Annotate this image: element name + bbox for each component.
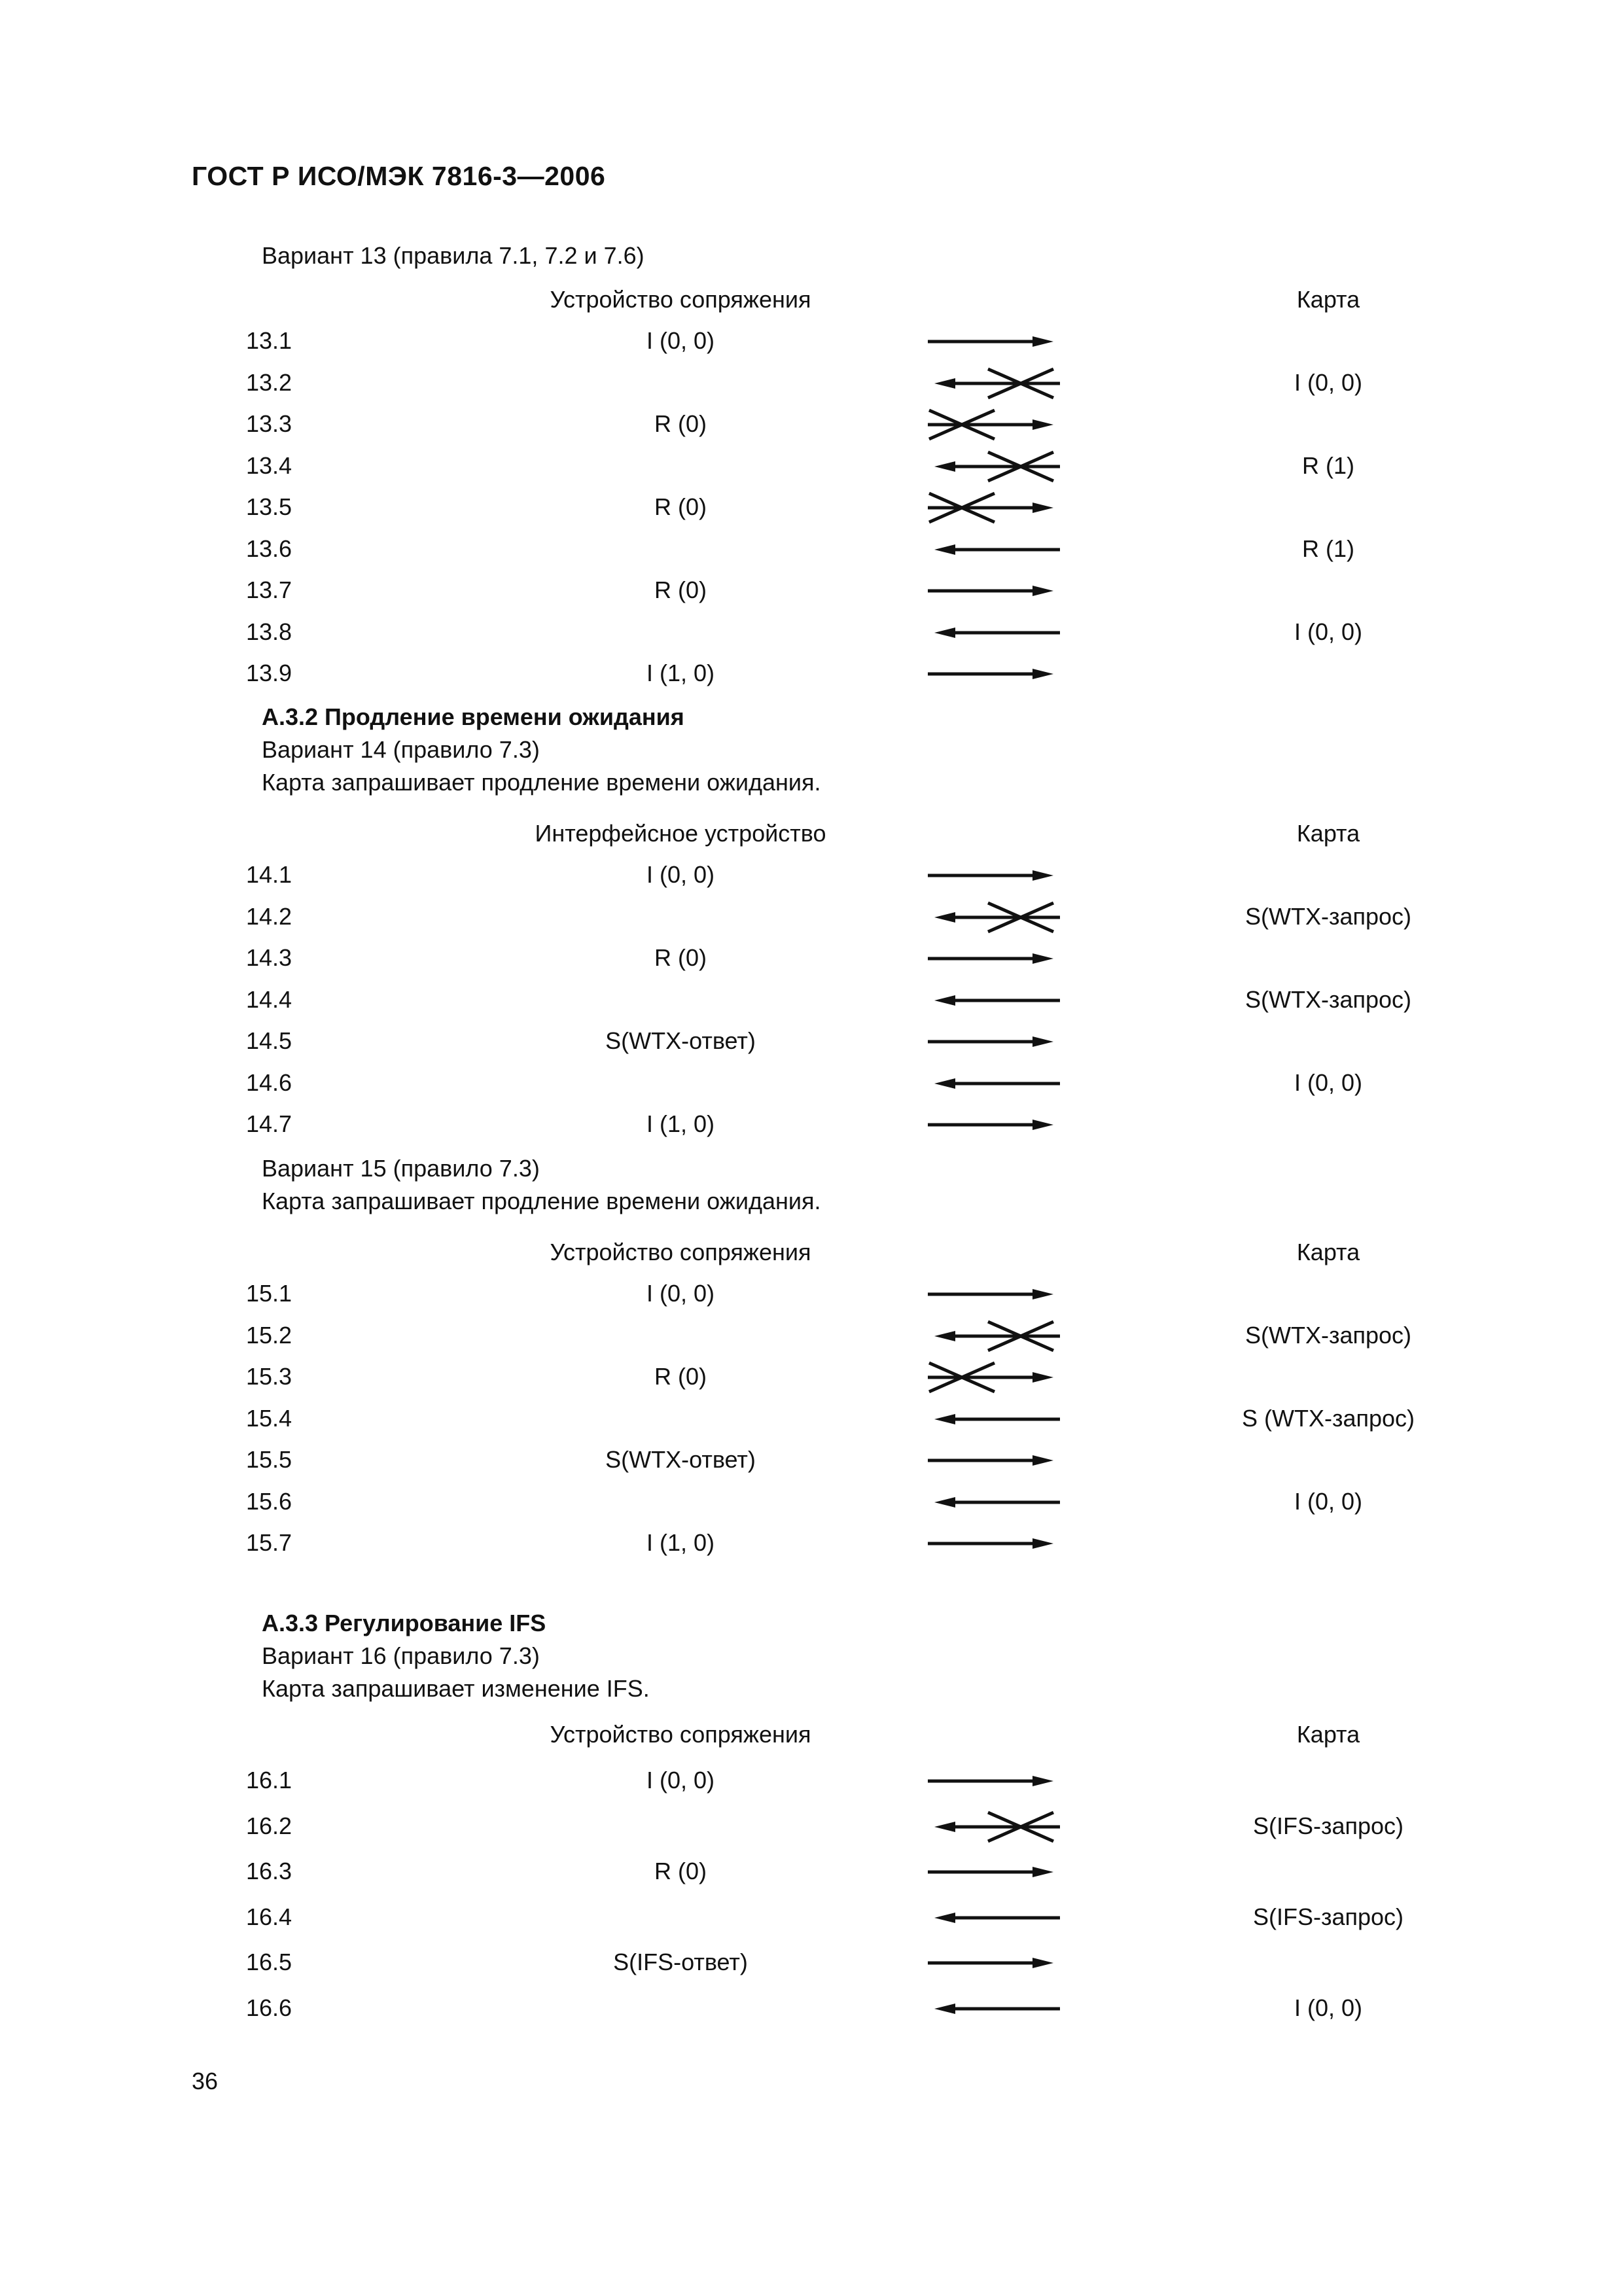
step-number: 16.3 — [246, 1858, 292, 1884]
exchange-row — [0, 1994, 1624, 2034]
step-number: 13.9 — [246, 660, 292, 686]
exchange-row — [0, 1812, 1624, 1852]
column-header-device: Устройство сопряжения — [550, 286, 811, 313]
exchange-row — [0, 576, 1624, 616]
exchange-row — [0, 369, 1624, 408]
arrow-head — [1033, 336, 1053, 347]
arrow-head — [1033, 669, 1053, 679]
exchange-row — [0, 410, 1624, 450]
exchange-row — [0, 1488, 1624, 1527]
left-arrow-icon — [923, 1479, 1073, 1526]
arrow-head — [1033, 870, 1053, 881]
right-arrow-icon — [923, 401, 1073, 448]
section-text: Карта запрашивает продление времени ожидания. — [262, 769, 821, 796]
arrow-head — [934, 544, 955, 555]
exchange-row — [0, 618, 1624, 658]
device-block: R (0) — [654, 576, 707, 603]
arrow-head — [1033, 419, 1053, 430]
exchange-row — [0, 1405, 1624, 1444]
right-arrow-icon — [923, 852, 1073, 899]
card-block: S(IFS-запрос) — [1252, 1812, 1404, 1839]
device-block: I (0, 0) — [646, 861, 715, 888]
section-heading: А.3.2 Продление времени ожидания — [262, 703, 684, 730]
column-header-device: Интерфейсное устройство — [535, 820, 826, 847]
card-block: S(IFS-запрос) — [1252, 1903, 1404, 1930]
right-arrow-icon — [923, 1271, 1073, 1318]
exchange-row — [0, 1280, 1624, 1319]
right-arrow-icon — [923, 1757, 1073, 1805]
arrow-head — [1033, 1372, 1053, 1383]
device-block: S(WTX-ответ) — [605, 1027, 756, 1054]
left-arrow-icon — [923, 977, 1073, 1024]
step-number: 16.4 — [246, 1903, 292, 1930]
step-number: 15.3 — [246, 1363, 292, 1390]
arrow-head — [1033, 586, 1053, 596]
arrow-head — [934, 1078, 955, 1089]
card-block: R (1) — [1302, 535, 1354, 562]
right-arrow-icon — [923, 1939, 1073, 1987]
page-number: 36 — [192, 2068, 219, 2094]
section-text: Карта запрашивает продление времени ожидания. — [262, 1188, 821, 1214]
step-number: 13.3 — [246, 410, 292, 437]
device-block: R (0) — [654, 1858, 707, 1884]
column-header-device: Устройство сопряжения — [550, 1239, 811, 1265]
arrow-head — [1033, 953, 1053, 964]
right-arrow-icon — [923, 1101, 1073, 1148]
exchange-row — [0, 1446, 1624, 1485]
card-block: R (1) — [1302, 451, 1354, 479]
arrow-head — [1033, 1036, 1053, 1047]
exchange-row — [0, 660, 1624, 699]
arrow-head — [1033, 503, 1053, 513]
arrow-head — [1033, 1776, 1053, 1786]
exchange-row — [0, 1767, 1624, 1806]
arrow-head — [934, 378, 955, 389]
exchange-row — [0, 535, 1624, 574]
exchange-row — [0, 493, 1624, 533]
arrow-head — [1033, 1958, 1053, 1968]
step-number: 15.4 — [246, 1404, 292, 1432]
right-arrow-icon — [923, 1848, 1073, 1896]
section-text: Карта запрашивает изменение IFS. — [262, 1675, 650, 1702]
right-arrow-icon — [923, 935, 1073, 982]
device-block: I (1, 0) — [646, 1110, 715, 1137]
section-text: Вариант 13 (правила 7.1, 7.2 и 7.6) — [262, 242, 644, 269]
device-block: S(WTX-ответ) — [605, 1446, 756, 1473]
arrow-head — [934, 1414, 955, 1424]
device-block: R (0) — [654, 1363, 707, 1390]
right-arrow-icon — [923, 1437, 1073, 1484]
card-block: I (0, 0) — [1294, 1994, 1363, 2021]
exchange-row — [0, 452, 1624, 491]
step-number: 14.4 — [246, 985, 292, 1013]
arrow-head — [934, 995, 955, 1006]
step-number: 13.4 — [246, 451, 292, 479]
right-arrow-icon — [923, 1018, 1073, 1065]
device-block: I (0, 0) — [646, 327, 715, 354]
arrow-head — [934, 1497, 955, 1508]
exchange-row — [0, 1363, 1624, 1402]
column-header-card: Карта — [1296, 1239, 1360, 1265]
step-number: 14.1 — [246, 861, 292, 888]
exchange-row — [0, 1858, 1624, 1897]
left-arrow-icon — [923, 360, 1073, 407]
step-number: 14.2 — [246, 902, 292, 930]
card-block: I (0, 0) — [1294, 368, 1363, 396]
right-arrow-icon — [923, 1520, 1073, 1567]
step-number: 13.2 — [246, 368, 292, 396]
exchange-row — [0, 1322, 1624, 1361]
step-number: 15.7 — [246, 1529, 292, 1556]
card-block: S(WTX-запрос) — [1244, 985, 1412, 1013]
left-arrow-icon — [923, 1894, 1073, 1941]
section-text: Вариант 14 (правило 7.3) — [262, 736, 540, 763]
exchange-row — [0, 861, 1624, 900]
section-heading: А.3.3 Регулирование IFS — [262, 1610, 546, 1636]
step-number: 16.1 — [246, 1767, 292, 1793]
arrow-head — [934, 1913, 955, 1923]
step-number: 13.1 — [246, 327, 292, 354]
device-block: I (1, 0) — [646, 1529, 715, 1556]
device-block: I (1, 0) — [646, 660, 715, 686]
right-arrow-icon — [923, 650, 1073, 698]
card-block: S (WTX-запрос) — [1241, 1404, 1415, 1432]
device-block: S(IFS-ответ) — [613, 1949, 748, 1975]
column-header-card: Карта — [1296, 820, 1360, 847]
column-header-card: Карта — [1296, 1721, 1360, 1748]
device-block: R (0) — [654, 944, 707, 971]
exchange-row — [0, 944, 1624, 983]
step-number: 13.7 — [246, 576, 292, 603]
step-number: 16.6 — [246, 1994, 292, 2021]
step-number: 15.5 — [246, 1446, 292, 1473]
left-arrow-icon — [923, 526, 1073, 573]
step-number: 13.8 — [246, 618, 292, 645]
device-block: R (0) — [654, 410, 707, 437]
exchange-row — [0, 1949, 1624, 1988]
device-block: I (0, 0) — [646, 1767, 715, 1793]
arrow-head — [1033, 1455, 1053, 1466]
arrow-head — [1033, 1867, 1053, 1877]
exchange-row — [0, 986, 1624, 1025]
card-block: I (0, 0) — [1294, 618, 1363, 645]
step-number: 16.5 — [246, 1949, 292, 1975]
step-number: 14.7 — [246, 1110, 292, 1137]
arrow-head — [1033, 1289, 1053, 1299]
right-arrow-icon — [923, 1354, 1073, 1401]
arrow-head — [1033, 1120, 1053, 1130]
step-number: 15.2 — [246, 1321, 292, 1349]
step-number: 15.6 — [246, 1487, 292, 1515]
step-number: 15.1 — [246, 1280, 292, 1307]
exchange-row — [0, 327, 1624, 366]
left-arrow-icon — [923, 1313, 1073, 1360]
left-arrow-icon — [923, 609, 1073, 656]
arrow-head — [1033, 1538, 1053, 1549]
exchange-row — [0, 1529, 1624, 1568]
device-block: R (0) — [654, 493, 707, 520]
arrow-head — [934, 627, 955, 638]
left-arrow-icon — [923, 1060, 1073, 1107]
exchange-row — [0, 1027, 1624, 1067]
right-arrow-icon — [923, 318, 1073, 365]
card-block: I (0, 0) — [1294, 1487, 1363, 1515]
card-block: I (0, 0) — [1294, 1069, 1363, 1096]
right-arrow-icon — [923, 567, 1073, 614]
document-header: ГОСТ Р ИСО/МЭК 7816-3—2006 — [192, 161, 606, 191]
left-arrow-icon — [923, 1985, 1073, 2032]
step-number: 13.6 — [246, 535, 292, 562]
column-header-card: Карта — [1296, 286, 1360, 313]
left-arrow-icon — [923, 1803, 1073, 1850]
step-number: 14.6 — [246, 1069, 292, 1096]
exchange-row — [0, 1903, 1624, 1943]
column-header-device: Устройство сопряжения — [550, 1721, 811, 1748]
right-arrow-icon — [923, 484, 1073, 531]
device-block: I (0, 0) — [646, 1280, 715, 1307]
step-number: 14.3 — [246, 944, 292, 971]
card-block: S(WTX-запрос) — [1244, 902, 1412, 930]
exchange-row — [0, 903, 1624, 942]
step-number: 14.5 — [246, 1027, 292, 1054]
step-number: 13.5 — [246, 493, 292, 520]
arrow-head — [934, 2004, 955, 2014]
exchange-row — [0, 1110, 1624, 1150]
arrow-head — [934, 461, 955, 472]
left-arrow-icon — [923, 894, 1073, 941]
arrow-head — [934, 1822, 955, 1832]
arrow-head — [934, 1331, 955, 1341]
arrow-head — [934, 912, 955, 923]
left-arrow-icon — [923, 443, 1073, 490]
exchange-row — [0, 1069, 1624, 1108]
step-number: 16.2 — [246, 1812, 292, 1839]
section-text: Вариант 15 (правило 7.3) — [262, 1155, 540, 1182]
section-text: Вариант 16 (правило 7.3) — [262, 1642, 540, 1669]
card-block: S(WTX-запрос) — [1244, 1321, 1412, 1349]
left-arrow-icon — [923, 1396, 1073, 1443]
